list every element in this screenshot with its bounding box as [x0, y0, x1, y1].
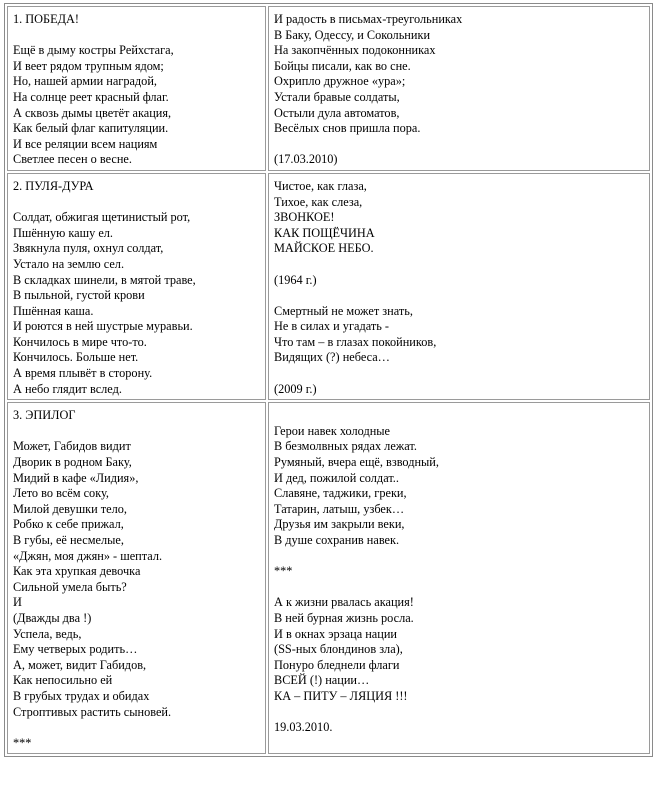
poem-line: А, может, видит Габидов, [13, 657, 147, 672]
poem-line: Понуро бледнели флаги [274, 657, 400, 672]
poem-1-left-lines [13, 43, 261, 168]
poem-line: Солдат, обжигая щетинистый рот, [13, 210, 191, 225]
poem-line [274, 580, 645, 596]
poem-line: (17.03.2010) [274, 152, 338, 167]
poem-line: Славяне, таджики, греки, [274, 486, 407, 501]
poem-line: ЗВОНКОЕ! [274, 210, 335, 225]
poem-line: Не в силах и угадать - [274, 319, 390, 334]
poem-line: Дворик в родном Баку, [13, 455, 132, 470]
poem-2-left-cell [7, 173, 266, 400]
poem-line: И веет рядом трупным ядом; [13, 58, 164, 73]
poem-1-title: 1. ПОБЕДА! [13, 12, 79, 26]
poem-line: 19.03.2010. [274, 720, 333, 735]
poem-line [274, 705, 645, 721]
poem-line: В губы, её несмелые, [13, 533, 124, 547]
poem-2-title: 2. ПУЛЯ-ДУРА [13, 178, 94, 193]
poem-line: В безмолвных рядах лежат. [274, 439, 417, 454]
poem-line: Лето во всём соку, [13, 486, 109, 501]
poem-line: (SS-ных блондинов зла), [274, 642, 403, 657]
poem-line: Сильной умела быть? [13, 579, 127, 594]
poem-line: Как белый флаг капитуляции. [13, 121, 169, 136]
poems-table [4, 3, 653, 757]
poem-line: И в окнах эрзаца нации [274, 626, 398, 641]
poem-line: И роются в ней шустрые муравьи. [13, 319, 193, 334]
poem-3-title: 3. ЭПИЛОГ [13, 408, 76, 423]
poem-line: Может, Габидов видит [13, 439, 131, 454]
poem-line: Что там – в глазах покойников, [274, 334, 437, 349]
poem-3-left-lines [13, 439, 261, 751]
poem-line: Румяный, вчера ещё, взводный, [274, 455, 439, 470]
poem-line: МАЙСКОЕ НЕБО. [274, 241, 374, 256]
poem-line: КАК ПОЩЁЧИНА [274, 225, 375, 240]
poem-line: На закопчённых подоконниках [274, 43, 436, 58]
poem-line: Строптивых растить сыновей. [13, 704, 172, 719]
poem-1-left-cell [7, 6, 266, 171]
poem-line: Устало на землю сел. [13, 256, 125, 271]
poem-row-3 [7, 402, 650, 754]
poem-3-left-cell [7, 402, 266, 754]
poem-1-right-lines [274, 12, 645, 168]
poem-line: На солнце реет красный флаг. [13, 89, 169, 104]
poem-line: Кончилось в мире что-то. [13, 334, 147, 349]
poem-line: Охрипло дружное «ура»; [274, 74, 406, 89]
poem-line: Чистое, как глаза, [274, 178, 367, 193]
poem-line: И все реляции всем нациям [13, 136, 158, 151]
poem-line: (2009 г.) [274, 381, 317, 396]
poem-3-right-lines [274, 424, 645, 736]
poem-line: В душе сохранив навек. [274, 533, 400, 547]
poem-line [274, 257, 645, 273]
poem-line: В Баку, Одессу, и Сокольники [274, 27, 431, 42]
poem-line: Татарин, латыш, узбек… [274, 501, 405, 516]
poem-row-1 [7, 6, 650, 171]
poem-line: А к жизни рвалась акация! [274, 595, 414, 610]
poem-line: Весёлых снов пришла пора. [274, 121, 421, 136]
poem-line [274, 288, 645, 304]
poem-line: *** [274, 564, 293, 579]
poem-line: Герои навек холодные [274, 423, 391, 438]
poem-line: КА – ПИТУ – ЛЯЦИЯ !!! [274, 688, 408, 703]
poem-line: «Джян, моя джян» - шептал. [13, 548, 163, 563]
poem-line: Но, нашей армии наградой, [13, 74, 157, 89]
poem-line: Смертный не может знать, [274, 303, 413, 318]
poem-line [274, 137, 645, 153]
poem-line: Ещё в дыму костры Рейхстага, [13, 43, 174, 58]
poem-line: Остыли дула автоматов, [274, 105, 400, 120]
poem-line [13, 720, 261, 736]
poem-line: (1964 г.) [274, 272, 317, 287]
poem-line: (Дважды два !) [13, 610, 92, 625]
poem-line: В складках шинели, в мятой траве, [13, 272, 196, 287]
poem-line: Тихое, как слеза, [274, 194, 363, 209]
poem-line: Кончилось. Больше нет. [13, 350, 139, 365]
poem-3-right-cell [268, 402, 650, 754]
poem-line: Бойцы писали, как во сне. [274, 58, 411, 73]
poem-line: Звякнула пуля, охнул солдат, [13, 241, 164, 256]
poem-line: Робко к себе прижал, [13, 517, 124, 532]
poem-line: *** [13, 735, 32, 750]
poem-line: Как непосильно ей [13, 673, 113, 688]
poem-line: И [13, 595, 22, 610]
poem-line: Пшённую кашу ел. [13, 225, 113, 240]
poem-line [274, 549, 645, 565]
poem-line: А время плывёт в сторону. [13, 366, 153, 381]
poem-line: В пыльной, густой крови [13, 288, 145, 303]
poem-line: Видящих (?) небеса… [274, 350, 390, 365]
poem-1-right-cell [268, 6, 650, 171]
poem-line: Устали бравые солдаты, [274, 89, 400, 104]
poem-line: И радость в письмах-треугольниках [274, 12, 463, 26]
poem-line: Как эта хрупкая девочка [13, 564, 141, 579]
poem-line: ВСЕЙ (!) нации… [274, 673, 370, 688]
poem-line: А сквозь дымы цветёт акация, [13, 105, 172, 120]
poem-line: В ней бурная жизнь росла. [274, 610, 414, 625]
poem-line: И дед, пожилой солдат.. [274, 470, 399, 485]
poem-line: Пшённая каша. [13, 303, 94, 318]
poem-2-left-lines [13, 210, 261, 397]
poem-row-2 [7, 173, 650, 400]
poem-line: Ему четверых родить… [13, 642, 138, 657]
poem-line: Милой девушки тело, [13, 501, 127, 516]
poem-line: А небо глядит вслед. [13, 381, 122, 396]
poem-line: Мидий в кафе «Лидия», [13, 470, 139, 485]
poem-line: Успела, ведь, [13, 626, 82, 641]
poem-line: Светлее песен о весне. [13, 152, 132, 167]
poem-line: В грубых трудах и обидах [13, 688, 150, 703]
poem-line [274, 366, 645, 382]
poem-2-right-cell [268, 173, 650, 400]
poem-line: Друзья им закрыли веки, [274, 517, 405, 532]
poem-2-right-lines [274, 179, 645, 397]
